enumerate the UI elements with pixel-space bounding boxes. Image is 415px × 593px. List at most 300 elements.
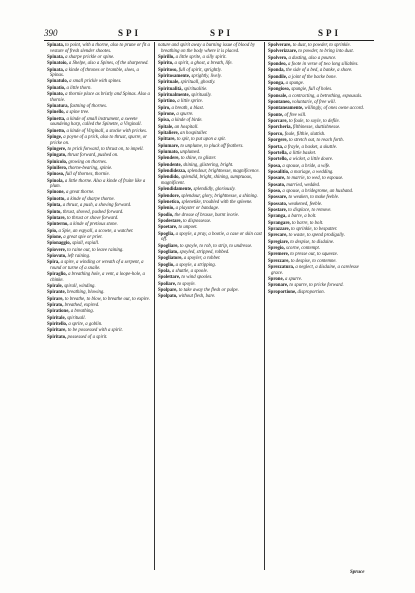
entry-headword: Splendidezza, <box>158 169 187 175</box>
column-middle <box>154 42 264 570</box>
dictionary-entry <box>47 190 152 196</box>
entry-headword: Spinicolo, <box>47 159 68 165</box>
entry-definition: a sharpe prickle or spine. <box>65 54 115 60</box>
entry-definition: thrust forward, pushed on. <box>67 153 119 159</box>
entry-definition: spiall, espiall. <box>72 241 100 247</box>
entry-definition: willingly, of ones owne accord. <box>304 106 365 112</box>
entry-headword: Spiritare, <box>47 328 67 334</box>
dictionary-entry <box>158 288 262 294</box>
dictionary-entry <box>158 275 262 281</box>
entry-headword: Spinello, <box>47 110 65 116</box>
dictionary-entry <box>47 322 152 328</box>
dictionary-entry <box>158 61 262 67</box>
entry-definition: a great spie or prier. <box>63 234 103 240</box>
entry-headword: Sprecare, <box>268 233 288 239</box>
entry-headword: Spolpare, <box>158 288 178 294</box>
dictionary-entry <box>47 248 152 254</box>
entry-definition: splendour, brightnesse, magnificence. <box>187 169 260 175</box>
dictionary-entry <box>268 246 372 252</box>
entry-definition: spirituall. <box>67 315 86 321</box>
entry-headword: Sprezzatura, <box>268 265 295 271</box>
entry-headword: Sporcheria, <box>268 125 292 131</box>
entry-definition: to breathe, to blow, to breathe out, to expire. <box>64 296 150 302</box>
dictionary-entry <box>268 106 372 112</box>
entry-headword: Spirillo, <box>158 54 175 60</box>
entry-headword: Spontaneo, <box>268 100 291 106</box>
dictionary-entry <box>47 166 152 172</box>
entry-headword: Spinetta, <box>47 116 66 122</box>
entry-headword: Spintare, <box>47 215 66 221</box>
entry-definition: a spouse, a bridegrome, an husband. <box>282 188 354 194</box>
entry-headword: Splendente, <box>158 162 182 168</box>
entry-headword: Spinge, <box>47 134 63 140</box>
entry-headword: Spostare, <box>268 207 287 213</box>
entry-headword: Spogliato, <box>158 249 179 255</box>
entry-definition: to despise, to disdaine. <box>290 239 335 245</box>
entry-definition: unplumed. <box>180 150 201 156</box>
entry-definition: to point, with a thorne, also to prune or fit a vesture of fresh slender shootes. <box>50 43 150 54</box>
entry-definition: to sprinkle, to bespatter. <box>291 226 338 232</box>
entry-headword: Spinatoio, <box>47 61 68 67</box>
entry-definition: voluntarie, of free will. <box>292 100 336 106</box>
entry-headword: Spondile, <box>268 74 288 80</box>
entry-definition: thorne-bearing, spinie. <box>68 165 113 171</box>
entry-headword: Spiro, <box>158 105 171 111</box>
entry-definition: a spoyler, a robber. <box>183 256 221 262</box>
entry-definition: a spouse, a bride, a wife. <box>282 163 331 169</box>
catchword: Spruce <box>350 570 365 575</box>
dictionary-entry <box>47 68 152 79</box>
entry-headword: Spinta, <box>47 203 62 209</box>
entry-headword: Splendidamente, <box>158 187 193 193</box>
dictionary-entry <box>268 138 372 144</box>
entry-definition: the side of a bed, a banke, a shore. <box>285 68 353 74</box>
entry-definition: filthinesse, sluttishnesse. <box>292 125 341 131</box>
dictionary-entry <box>158 74 262 80</box>
entry-headword: Spiratione, <box>47 309 70 315</box>
entry-headword: Spinatura, <box>47 104 69 110</box>
entry-headword: Spionaggio, <box>47 241 71 247</box>
entry-headword: Spinifero, <box>47 165 68 171</box>
entry-headword: Spinotto, <box>47 196 66 202</box>
entry-headword: Sporta, <box>268 144 284 150</box>
entry-headword: Spolettare, <box>158 275 181 281</box>
dictionary-entry <box>47 254 152 260</box>
dictionary-entry <box>268 119 372 125</box>
dictionary-entry <box>47 297 152 303</box>
entry-definition: shining, glistering, bright. <box>183 162 234 168</box>
dictionary-entry <box>158 232 262 243</box>
entry-headword: Spittare, <box>158 137 176 143</box>
entry-definition: a kinde of sharpe thorne. <box>66 196 115 202</box>
entry-headword: Spossare, <box>268 195 288 201</box>
dictionary-entry <box>268 157 372 163</box>
entry-definition: a kinde of thrones or bramble, sloes, a Spinas. <box>50 67 139 79</box>
entry-headword: Sporco, <box>268 131 284 137</box>
entry-definition: a mariage, a wedding. <box>290 169 334 175</box>
dictionary-entry <box>47 335 152 341</box>
entry-definition: a barre, a bolt. <box>287 214 317 220</box>
dictionary-entry <box>47 210 152 216</box>
dictionary-entry <box>158 225 262 231</box>
dictionary-entry <box>158 187 262 193</box>
entry-headword: Sporgere, <box>268 138 288 144</box>
entry-definition: to spoyle, to rob, to strip, to undresse. <box>179 243 253 249</box>
entry-definition: a frayle, a basket, a skuttle. <box>284 144 338 150</box>
dictionary-entry <box>268 183 372 189</box>
entry-definition: a little basket. <box>289 150 317 156</box>
entry-definition: spiritually. <box>191 92 212 98</box>
dictionary-entry <box>268 49 372 55</box>
entry-headword: Spregio, <box>268 246 285 251</box>
entry-headword: Spione, <box>47 234 63 240</box>
dictionary-entry <box>158 99 262 105</box>
dictionary-entry <box>268 170 372 176</box>
entry-definition: weakened, feeble. <box>288 201 323 207</box>
entry-headword: Spongioso, <box>268 87 290 93</box>
dictionary-entry <box>158 156 262 162</box>
entry-definition: spungie, full of holes. <box>291 87 333 93</box>
entry-definition: full of spirit, sprightly. <box>178 67 222 73</box>
entry-headword: Sproportione, <box>268 289 297 295</box>
entry-definition: a contracting, a betrothing, espousals. <box>288 93 363 99</box>
dictionary-entry <box>268 195 372 201</box>
entry-definition: a great thorne. <box>65 190 95 196</box>
dictionary-entry <box>268 56 372 62</box>
dictionary-entry <box>268 214 372 220</box>
dictionary-entry <box>158 106 262 112</box>
entry-definition: to take away the flesh or pulpe. <box>178 288 239 294</box>
column-left <box>44 42 154 570</box>
entry-definition: a poyne of a prick, also to thrust, spurre, or pricke on. <box>50 134 148 146</box>
entry-headword: Sportella, <box>268 150 288 156</box>
entry-definition: to unpoet. <box>178 225 198 231</box>
dictionary-entry <box>47 222 152 228</box>
dictionary-entry <box>158 144 262 150</box>
entry-definition: possessed of a spirit. <box>67 334 108 340</box>
entry-headword: Spodestare, <box>158 219 182 225</box>
entry-headword: Spinoso, <box>47 172 65 178</box>
dictionary-entry <box>268 265 372 276</box>
dictionary-entry <box>158 137 262 143</box>
entry-headword: Spiritosamente, <box>158 73 191 79</box>
dictionary-entry <box>158 131 262 137</box>
dictionary-entry <box>47 290 152 296</box>
entry-definition: a joint of the backe bone. <box>288 74 337 80</box>
entry-definition: thrust, shoved, pushed forward. <box>62 209 124 215</box>
dictionary-entry <box>47 172 152 178</box>
entry-headword: Sponga, <box>268 81 285 87</box>
dictionary-entry <box>158 250 262 256</box>
dictionary-entry <box>47 61 152 67</box>
entry-headword: Sprone, <box>268 276 284 282</box>
entry-headword: Spinone, <box>47 190 65 196</box>
entry-headword: Spontaneamente, <box>268 106 304 112</box>
entry-definition: a breathing hole, a vent, a loope-hole, a chinke. <box>50 272 145 283</box>
entry-definition: to presse out, to squeeze. <box>290 252 339 258</box>
entry-definition: an hospitaller. <box>180 131 208 137</box>
dictionary-entry <box>158 269 262 275</box>
entry-definition: a playster or bandage. <box>175 206 220 212</box>
entry-headword: Spinatulo, <box>47 79 68 85</box>
entry-headword: Spolpato, <box>158 294 178 300</box>
entry-definition: a spurre. <box>176 111 194 117</box>
entry-headword: Spiritato, <box>47 334 67 340</box>
entry-definition: a spoyle, a pray, a bootie, a case or skin cast off. <box>161 231 262 243</box>
dictionary-entry <box>158 282 262 288</box>
dictionary-entry <box>158 68 262 74</box>
entry-definition: without flesh, bare. <box>178 294 216 300</box>
entry-definition: disproportion. <box>297 289 325 295</box>
entry-headword: Spiovuto, <box>47 253 67 259</box>
dictionary-entry <box>268 132 372 138</box>
dictionary-entry <box>268 240 372 246</box>
entry-headword: Spogliare, <box>158 243 179 249</box>
dictionary-entry <box>158 219 262 225</box>
entry-definition: of free will. <box>284 112 307 118</box>
dictionary-entry <box>158 150 262 156</box>
dictionary-entry <box>47 316 152 322</box>
dictionary-entry <box>268 113 372 119</box>
entry-definition: to foule, to soyle, to defile. <box>288 119 340 125</box>
entry-headword: Splendido, <box>158 175 180 181</box>
dictionary-entry <box>47 160 152 166</box>
entry-definition: spoyled, stripped, robbed. <box>179 249 230 255</box>
entry-definition: to dust, to powder, to sprinkle. <box>292 43 351 48</box>
entry-headword: Spoetare, <box>158 225 178 231</box>
entry-headword: Spolverizzare, <box>268 49 298 55</box>
dictionary-entry <box>158 43 262 54</box>
entry-definition: breathing, blowing. <box>67 290 105 296</box>
entry-definition: growing on thornes. <box>68 159 107 165</box>
entry-headword: Spranga, <box>268 214 287 220</box>
dictionary-entry <box>47 235 152 241</box>
dictionary-entry <box>47 328 152 334</box>
entry-definition: to prick forward, to thrust on, to impell. <box>67 146 144 152</box>
entry-headword: Spolvero, <box>268 55 288 61</box>
entry-headword: Spoglia, <box>158 231 175 237</box>
entry-headword: Sporcare, <box>268 119 288 125</box>
dictionary-entry <box>47 272 152 283</box>
entry-definition: to unplume, to pluck off feathers. <box>180 143 244 149</box>
entry-definition: a little thorne. Also a kinde of fruite like a plum. <box>50 178 146 190</box>
entry-headword: Spira, <box>47 260 60 266</box>
dictionary-entry <box>268 277 372 283</box>
entry-headword: Spremere, <box>268 252 290 258</box>
dictionary-entry <box>47 179 152 190</box>
entry-headword: Sprangare, <box>268 220 291 226</box>
entry-headword: Sposato, <box>268 182 286 188</box>
dictionary-entry <box>268 145 372 151</box>
dictionary-entry <box>268 233 372 239</box>
dictionary-entry <box>268 43 372 49</box>
entry-definition: to spit, to put upon a spit. <box>176 137 226 143</box>
entry-headword: Spoliare, <box>158 281 177 287</box>
dictionary-entry <box>158 256 262 262</box>
entry-headword: Sposo, <box>268 188 282 194</box>
entry-headword: Spirone, <box>158 111 176 117</box>
entry-definition: a little sprite. <box>177 99 203 105</box>
dictionary-entry <box>47 135 152 146</box>
entry-headword: Spiumare, <box>158 143 180 149</box>
dictionary-entry <box>268 259 372 265</box>
dictionary-entry <box>47 110 152 116</box>
entry-headword: Sposalitio, <box>268 169 290 175</box>
entry-headword: Spossato, <box>268 201 288 207</box>
entry-headword: Sponsale, <box>268 93 288 99</box>
entry-headword: Sposare, <box>268 176 286 182</box>
entry-definition: splendidly, gloriously. <box>193 187 236 193</box>
dictionary-entry <box>158 206 262 212</box>
dictionary-entry <box>47 197 152 203</box>
entry-headword: Spinterno, <box>47 222 69 228</box>
entry-headword: Spiumato, <box>158 150 179 156</box>
entry-definition: a kinde of small instrument, a sweete soundeing harp, called the Spinette, a Virginall. <box>50 116 142 128</box>
entry-definition: a breath, a blast. <box>171 105 204 111</box>
entry-headword: Spirito, <box>158 61 174 67</box>
entry-definition: a thrust, a push, a shoving forward. <box>62 203 132 209</box>
entry-headword: Sponda, <box>268 68 285 74</box>
dictionary-entry <box>47 86 152 92</box>
entry-definition: to barre, to bolt. <box>291 220 324 226</box>
dictionary-entry <box>47 309 152 315</box>
dictionary-entry <box>158 263 262 269</box>
entry-definition: to powder, to bring into dust. <box>298 49 354 55</box>
entry-headword: Spiritualità, <box>158 86 183 92</box>
entry-definition: a spine tree. <box>65 110 90 116</box>
entry-definition: a sprite, a goblin. <box>68 322 103 328</box>
entry-definition: a spirit, a ghost, a breath, life. <box>174 61 233 67</box>
dictionary-entry <box>47 43 152 54</box>
entry-headword: Spiovere, <box>47 247 66 253</box>
entry-headword: Spinatio, <box>47 85 66 91</box>
column-right <box>264 42 374 570</box>
entry-headword: Spolverare, <box>268 43 292 48</box>
entry-definition: to weaken, to make feeble. <box>288 195 340 201</box>
dictionary-entry <box>158 93 262 99</box>
dictionary-entry <box>47 303 152 309</box>
dictionary-entry <box>158 55 262 61</box>
entry-definition: to stretch out, to reach forth. <box>288 138 344 144</box>
entry-headword: Sposa, <box>268 163 282 169</box>
entry-headword: Spirale, <box>47 284 63 290</box>
entry-headword: Spodio, <box>158 212 174 218</box>
entry-headword: Splenetico, <box>158 200 181 205</box>
entry-definition: to be possessed with a spirit. <box>67 328 123 334</box>
entry-definition: full of thornes, thornie. <box>65 172 110 178</box>
entry-definition: a shuttle, a spoole. <box>171 268 208 274</box>
dictionary-entry <box>158 213 262 219</box>
page-number: 390 <box>44 28 58 38</box>
entry-definition: a kinde of pretious stone. <box>69 222 118 228</box>
dictionary-entry <box>158 175 262 186</box>
dictionary-entry <box>47 203 152 209</box>
entry-headword: Spinato, <box>47 92 64 98</box>
dictionary-entry <box>158 244 262 250</box>
dictionary-entry <box>268 151 372 157</box>
entry-headword: Spingere, <box>47 146 67 152</box>
entry-headword: Spogliatore, <box>158 256 183 262</box>
entry-definition: the drosse of brasse, burnt ivorie. <box>174 212 239 218</box>
entry-definition: to spurre, to pricke forward. <box>289 283 344 289</box>
dictionary-entry <box>158 169 262 175</box>
entry-definition: a spoyle, a stripping. <box>175 262 216 268</box>
dictionary-entry <box>47 260 152 271</box>
dictionary-entry <box>268 75 372 81</box>
entry-headword: Spiraglio, <box>47 272 67 278</box>
dictionary-entry <box>47 284 152 290</box>
dictionary-entry <box>47 129 152 135</box>
entry-headword: Sprazzare, <box>268 226 290 232</box>
entry-headword: Spola, <box>158 268 171 274</box>
entry-definition: to dispossesse. <box>182 219 212 225</box>
entry-definition: spirituall, ghostly. <box>180 80 216 86</box>
entry-definition: a breathing. <box>70 309 95 315</box>
dictionary-entry <box>47 241 152 247</box>
entry-definition: splendid, bright, shining, sumptuous, magnificent. <box>161 175 252 186</box>
entry-headword: Spinto, <box>47 209 62 215</box>
entry-definition: nature and spirit away a burning issue of blood by breathing on the body where it is placed. <box>158 43 255 54</box>
entry-definition: scorne, contempt. <box>286 246 321 251</box>
dictionary-entry <box>158 80 262 86</box>
dictionary-entry <box>47 104 152 110</box>
dictionary-columns <box>44 42 374 570</box>
entry-definition: a thornie place as bristly and Spinas. Also a thornie. <box>50 92 150 103</box>
entry-headword: Spinola, <box>47 178 64 184</box>
dictionary-entry <box>268 100 372 106</box>
entry-definition: breathed, expired. <box>64 303 100 309</box>
entry-headword: Spinata, <box>47 43 64 48</box>
entry-definition: to despise, to contemne. <box>290 258 337 264</box>
entry-headword: Splendore, <box>158 193 180 199</box>
entry-headword: Spingato, <box>47 153 67 159</box>
dictionary-entry <box>268 290 372 296</box>
dictionary-entry <box>268 81 372 87</box>
entry-headword: Spiritualmente, <box>158 92 190 98</box>
dictionary-entry <box>158 163 262 169</box>
entry-headword: Spisa, <box>158 118 171 124</box>
entry-definition: a Shelpe, also a Spines, of the sharpened. <box>68 61 149 67</box>
entry-definition: left raining. <box>67 253 91 259</box>
entry-definition: to displace, to remove. <box>288 207 332 213</box>
dictionary-entry <box>268 176 372 182</box>
entry-headword: Spirato, <box>47 303 64 309</box>
entry-definition: spiritualitie. <box>183 86 208 92</box>
entry-headword: Spondeo, <box>268 62 287 68</box>
entry-definition: splendour, glory, brightnesse, a shining. <box>181 193 258 199</box>
entry-headword: Spoglio, <box>158 262 175 268</box>
entry-headword: Spitale, <box>158 124 174 130</box>
entry-headword: Spirante, <box>47 290 66 296</box>
entry-definition: to shine, to glister. <box>180 156 217 162</box>
entry-definition: splenetike, troubled with the spleene. <box>181 200 253 205</box>
entry-headword: Spiritello, <box>47 322 68 328</box>
entry-definition: a little sprite, a silly spirit. <box>175 54 227 60</box>
entry-definition: a foote in verse of two long sillables. <box>288 62 359 68</box>
entry-headword: Sportello, <box>268 157 288 163</box>
dictionary-entry <box>268 202 372 208</box>
dictionary-entry <box>158 200 262 206</box>
entry-headword: Spregiare, <box>268 239 290 245</box>
entry-definition: to waste, to spend prodigally. <box>288 233 345 239</box>
dictionary-entry <box>268 87 372 93</box>
running-head-left: SPI <box>118 28 142 38</box>
entry-definition: a kinde of Virginall, a stocke with prickes. <box>66 128 148 134</box>
dictionary-entry <box>158 118 262 124</box>
entry-definition: to marrie, to wed, to espouse. <box>286 176 344 182</box>
entry-headword: Sponte, <box>268 112 284 118</box>
entry-definition: married, wedded. <box>286 182 321 188</box>
